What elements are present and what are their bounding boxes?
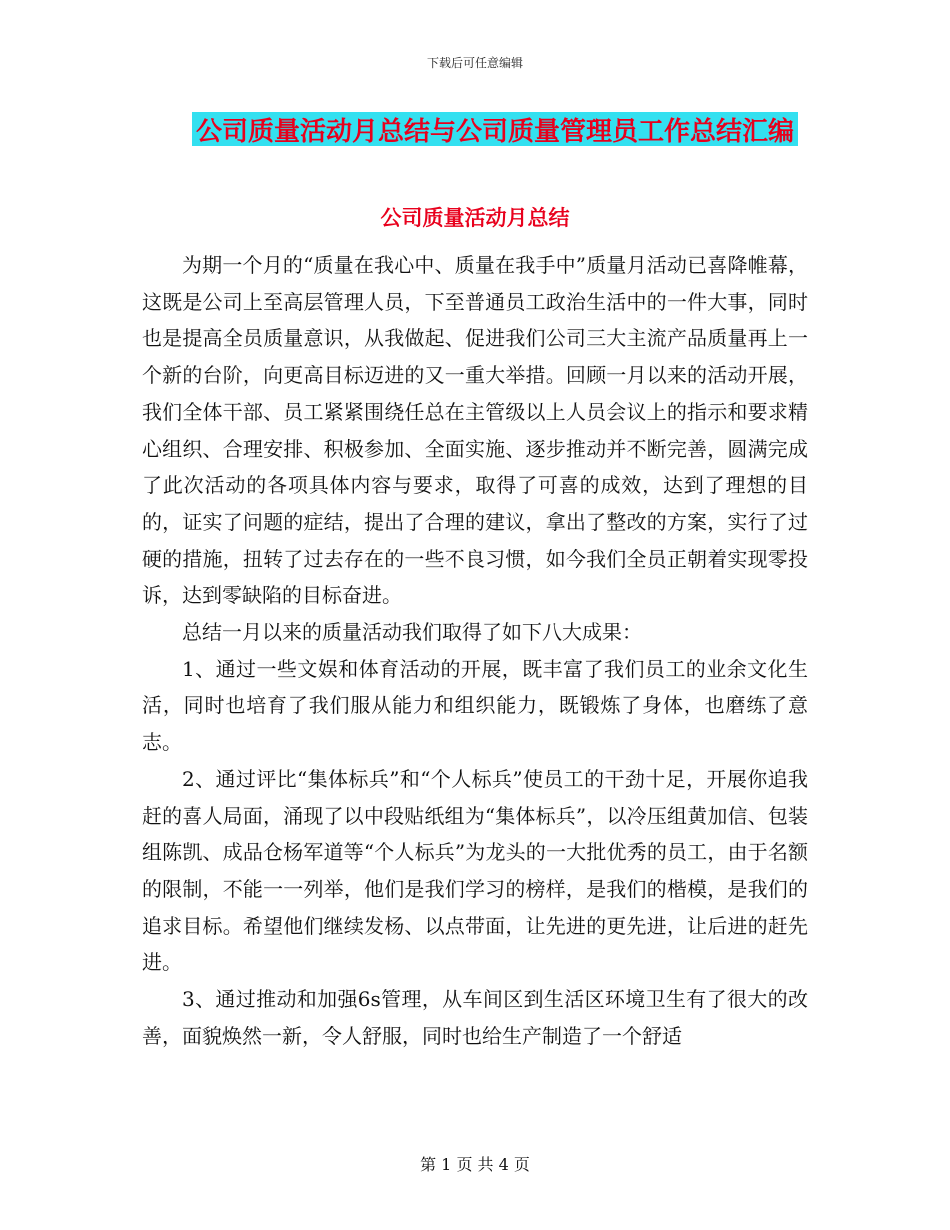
paragraph-result-1: 1、通过一些文娱和体育活动的开展，既丰富了我们员工的业余文化生活，同时也培育了我们服从能力和组织能力，既锻炼了身体，也磨练了意志。 — [142, 656, 808, 755]
paragraph-result-2: 2、通过评比“集体标兵”和“个人标兵”使员工的干劲十足，开展你追我赶的喜人局面，涌现了以中段贴纸组为“集体标兵”，以冷压组黄加信、包装组陈凯、成品仓杨军道等“个人标兵”为龙头的一大批优秀的员工，由于名额的限制，不能一一列举，他们是我们学习的榜样，是我们的楷模，是我们的追求目标。希望他们继续发杨、以点带面，让先进的更先进，让后进的赶先进。 — [142, 766, 808, 975]
page-footer: 第 1 页 共 4 页 — [420, 1155, 530, 1174]
document-body — [142, 247, 808, 1054]
paragraph-summary-lead: 总结一月以来的质量活动我们取得了如下八大成果： — [182, 620, 642, 645]
page-header-note: 下载后可任意编辑 — [426, 56, 523, 70]
document-title: 公司质量活动月总结与公司质量管理员工作总结汇编 — [196, 116, 795, 147]
paragraph-intro: 为期一个月的“质量在我心中、质量在我手中”质量月活动已喜降帷幕，这既是公司上至高层管理人员，下至普通员工政治生活中的一件大事，同时也是提高全员质量意识，从我做起、促进我们公司三大主流产品质量再上一个新的台阶，向更高目标迈进的又一重大举措。回顾一月以来的活动开展，我们全体干部、员工紧紧围绕任总在主管级以上人员会议上的指示和要求精心组织、合理安排、积极参加、全面实施、逐步推动并不断完善，圆满完成了此次活动的各项具体内容与要求，取得了可喜的成效，达到了理想的目的，证实了问题的症结，提出了合理的建议，拿出了整改的方案，实行了过硬的措施，扭转了过去存在的一些不良习惯，如今我们全员正朝着实现零投诉，达到零缺陷的目标奋进。 — [142, 253, 808, 608]
main-title-highlight — [192, 112, 798, 146]
section-title: 公司质量活动月总结 — [380, 206, 570, 230]
paragraph-result-3: 3、通过推动和加强6s管理，从车间区到生活区环境卫生有了很大的改善，面貌焕然一新，令人舒服，同时也给生产制造了一个舒适 — [142, 987, 808, 1048]
